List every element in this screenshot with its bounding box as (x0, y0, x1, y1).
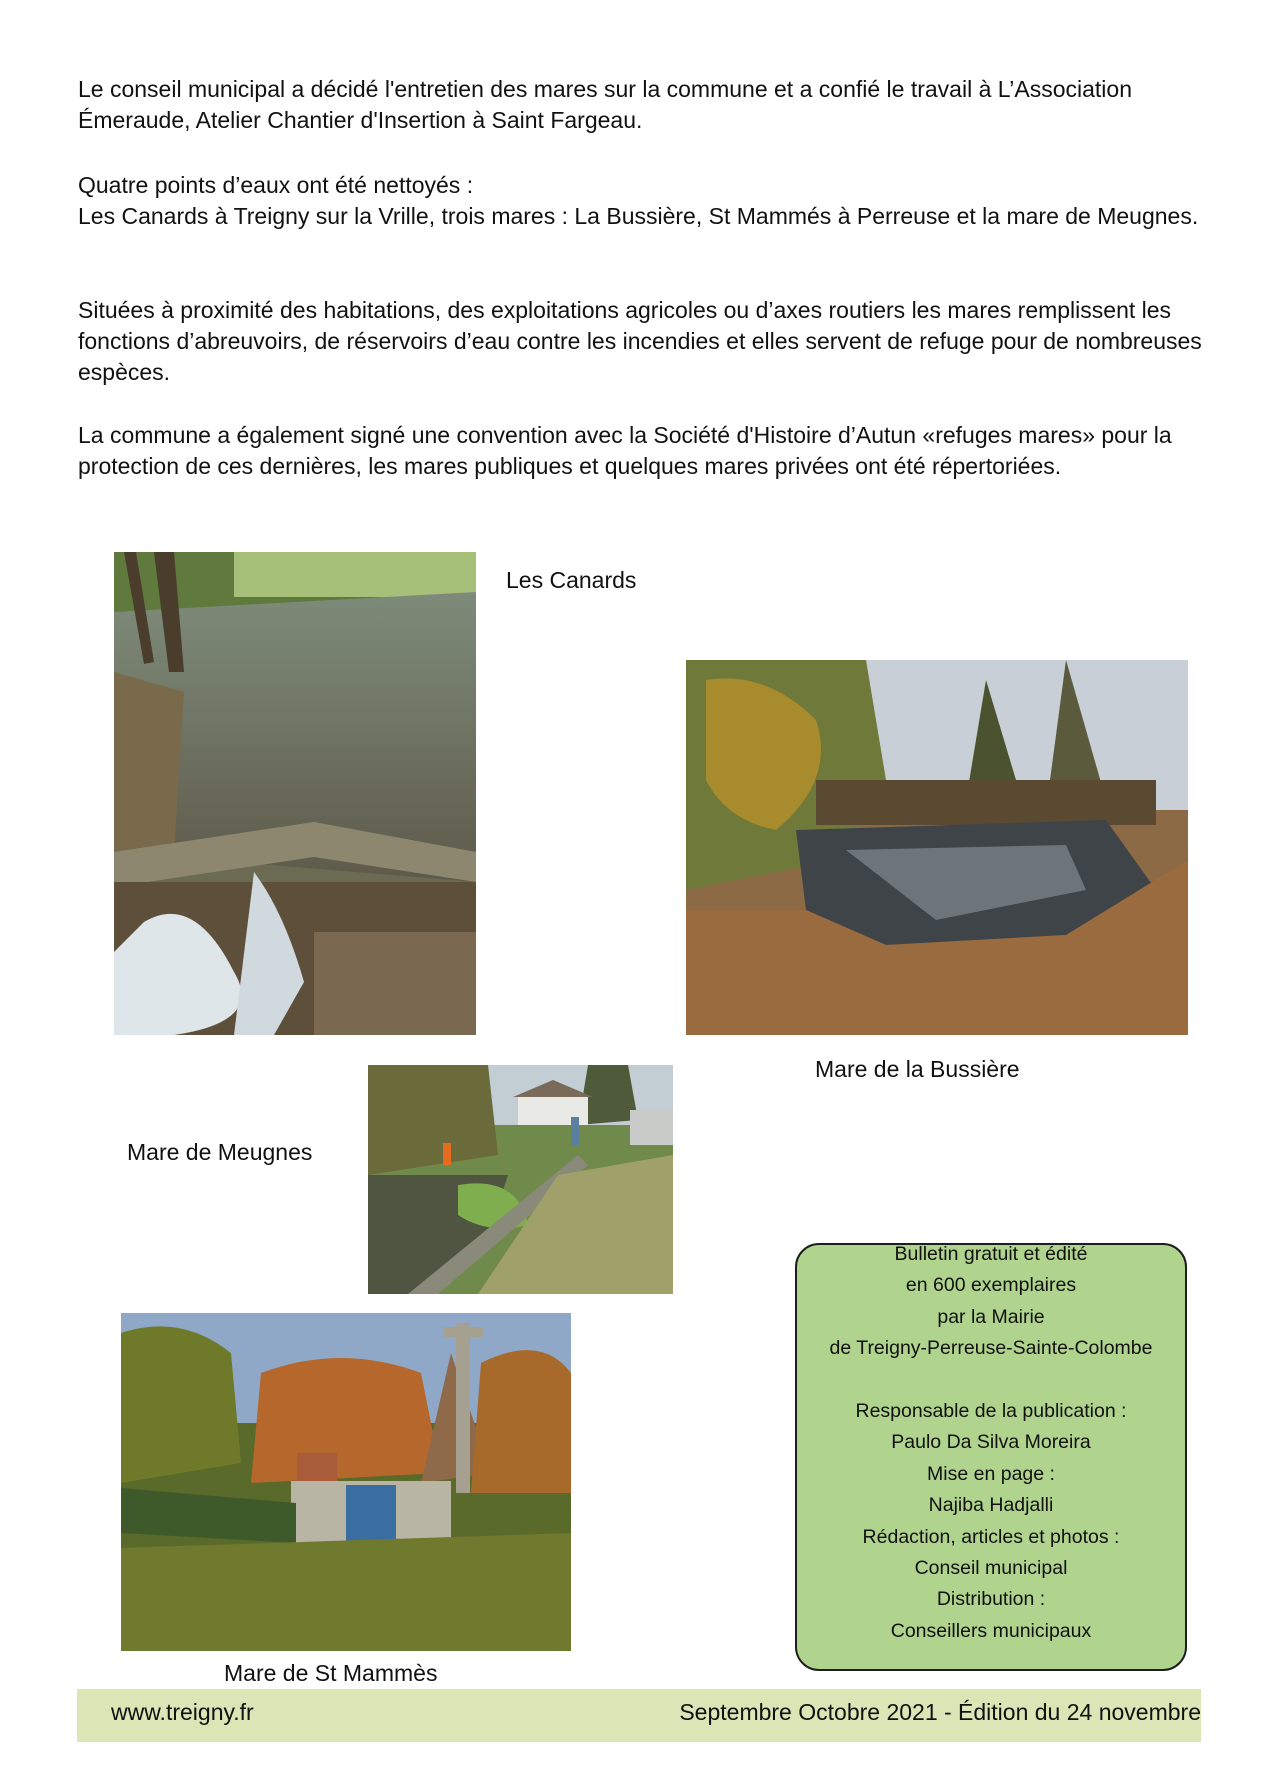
article-paragraph-2-intro: Quatre points d’eaux ont été nettoyés : (78, 172, 474, 198)
photo-mare-de-st-mammes (121, 1313, 571, 1651)
credits-spacer (797, 1365, 1185, 1396)
credits-line: Mise en page : (927, 1462, 1055, 1485)
article-paragraph-1: Le conseil municipal a décidé l'entretien des mares sur la commune et a confié le travail à L’Association Émeraude, Atelier Chantier d'Insertion à Saint Fargeau. (78, 76, 1133, 133)
credits-line: Responsable de la publication : (855, 1399, 1127, 1422)
credits-line: de Treigny-Perreuse-Sainte-Colombe (829, 1337, 1153, 1360)
credits-line: Distribution : (936, 1588, 1046, 1611)
article-paragraph-3: Situées à proximité des habitations, des exploitations agricoles ou d’axes routiers les mares remplissent les fonctions d’abreuvoirs, de réservoirs d’eau contre les incendies et elles servent de refuge pour de nombreuses espèces. (78, 297, 1202, 385)
credits-line: Bulletin gratuit et édité (894, 1243, 1088, 1265)
photo-les-canards (114, 552, 476, 1035)
article-paragraph-2 (78, 170, 1208, 232)
footer-edition-date: Septembre Octobre 2021 - Édition du 24 novembre (679, 1699, 1201, 1725)
credits-line: par la Mairie (937, 1305, 1045, 1328)
publication-credits-box (795, 1243, 1187, 1671)
caption-mare-de-st-mammes: Mare de St Mammès (224, 1660, 438, 1686)
caption-mare-de-la-bussiere: Mare de la Bussière (815, 1056, 1020, 1082)
photo-mare-de-la-bussiere (686, 660, 1188, 1035)
credits-line: Najiba Hadjalli (928, 1494, 1054, 1517)
caption-mare-de-meugnes: Mare de Meugnes (127, 1139, 313, 1165)
footer-website-link[interactable]: www.treigny.fr (111, 1699, 254, 1725)
footer-bar (77, 1689, 1201, 1742)
credits-line: Paulo Da Silva Moreira (891, 1431, 1091, 1454)
credits-line: Conseillers municipaux (890, 1619, 1092, 1642)
photo-mare-de-meugnes (368, 1065, 673, 1294)
article-paragraph-4: La commune a également signé une convention avec la Société d'Histoire d’Autun «refuges mares» pour la protection de ces dernières, les mares publiques et quelques mares privées ont été répertoriées. (78, 422, 1172, 479)
caption-les-canards: Les Canards (506, 567, 637, 593)
credits-line: Conseil municipal (914, 1556, 1068, 1579)
credits-line: Rédaction, articles et photos : (862, 1525, 1120, 1548)
credits-line: en 600 exemplaires (905, 1274, 1077, 1297)
article-paragraph-2-list: Les Canards à Treigny sur la Vrille, trois mares : La Bussière, St Mammés à Perreuse et la mare de Meugnes. (78, 203, 1199, 229)
